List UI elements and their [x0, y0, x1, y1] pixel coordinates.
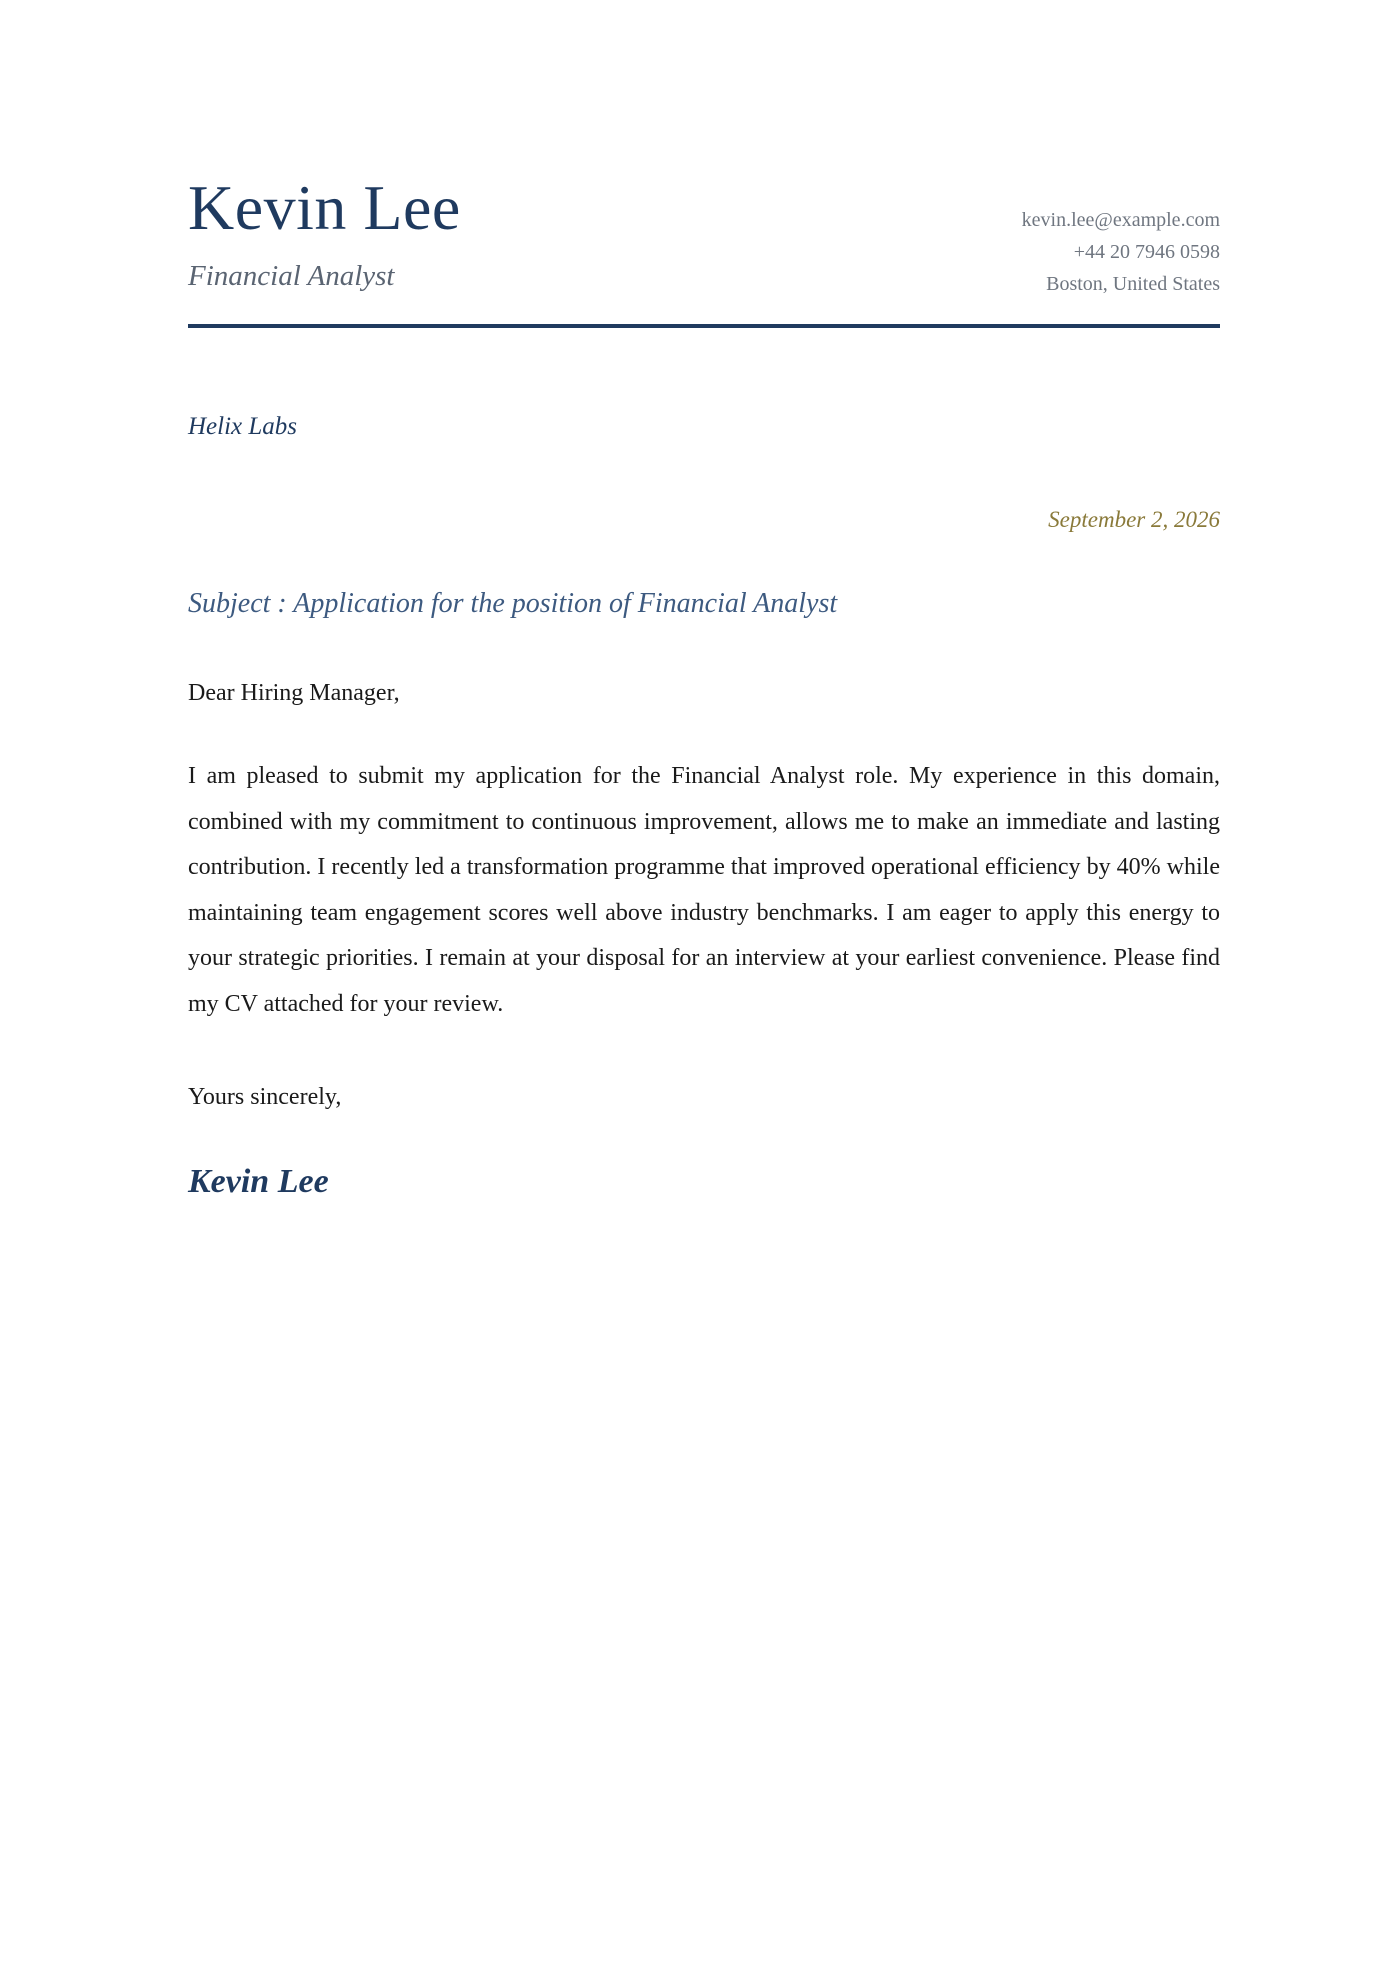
closing: Yours sincerely, [188, 1084, 342, 1110]
signature: Kevin Lee [188, 1163, 329, 1200]
contact-phone: +44 20 7946 0598 [1073, 241, 1220, 263]
contact-email: kevin.lee@example.com [1021, 209, 1220, 231]
recipient-company: Helix Labs [188, 413, 298, 440]
contact-location: Boston, United States [1046, 273, 1220, 295]
header-divider [188, 324, 1220, 328]
applicant-role: Financial Analyst [188, 260, 395, 292]
letter-date: September 2, 2026 [1048, 507, 1220, 532]
letter-subject: Subject : Application for the position of Financial Analyst [188, 588, 838, 619]
letter-body: I am pleased to submit my application for the Financial Analyst role. My experience in this domain, combined with my commitment to continuous improvement, allows me to make an immediate and lasting contribution. I recently led a transformation programme that improved operational efficiency by 40% while maintaining team engagement scores well above industry benchmarks. I am eager to apply this energy to your strategic priorities. I remain at your disposal for an interview at your earliest convenience. Please find my CV attached for your review. [188, 763, 1220, 1017]
applicant-name: Kevin Lee [188, 172, 461, 243]
letter-header [188, 168, 1220, 328]
salutation: Dear Hiring Manager, [188, 680, 400, 706]
contact-block [1022, 204, 1220, 300]
cover-letter-page [188, 0, 1220, 1980]
